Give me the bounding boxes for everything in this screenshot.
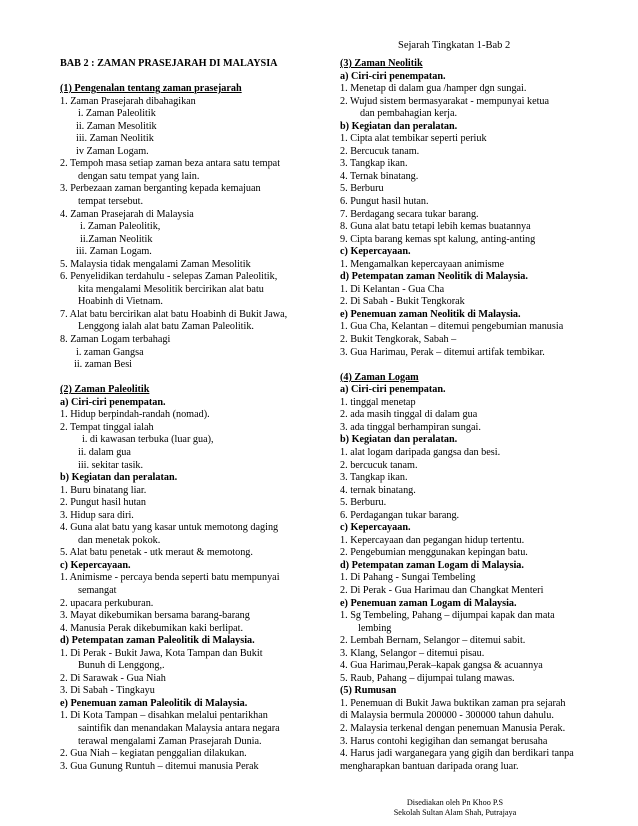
list-item: 8. Guna alat batu tetapi lebih kemas buatannya bbox=[340, 221, 531, 233]
section-heading: c) Kepercayaan. bbox=[340, 246, 411, 258]
list-item: iii. Zaman Logam. bbox=[76, 246, 152, 258]
list-item: kita mengalami Mesolitik bercirikan alat batu bbox=[78, 283, 264, 295]
section-heading: BAB 2 : ZAMAN PRASEJARAH DI MALAYSIA bbox=[60, 58, 278, 69]
list-item: 2. Tempat tinggal ialah bbox=[60, 421, 154, 433]
list-item: 2. Tempoh masa setiap zaman beza antara satu tempat bbox=[60, 158, 281, 170]
list-item: 5. Berburu bbox=[340, 183, 384, 195]
list-item: iv Zaman Logam. bbox=[76, 145, 149, 157]
list-item: 7. Berdagang secara tukar barang. bbox=[340, 208, 479, 220]
list-item: Hoabinh di Vietnam. bbox=[78, 296, 163, 308]
section-heading: e) Penemuan zaman Neolitik di Malaysia. bbox=[340, 308, 521, 320]
list-item: 2. bercucuk tanam. bbox=[340, 459, 418, 471]
list-item: 3. Harus contohi kegigihan dan semangat berusaha bbox=[340, 735, 548, 747]
list-item: Lenggong ialah alat batu Zaman Paleolitik. bbox=[78, 321, 254, 333]
footer-school: Sekolah Sultan Alam Shah, Putrajaya bbox=[393, 808, 517, 817]
list-item: 3. Tangkap ikan. bbox=[340, 158, 408, 170]
list-item: 2. Di Perak - Gua Harimau dan Changkat Menteri bbox=[340, 584, 544, 596]
list-item: 1. Zaman Prasejarah dibahagikan bbox=[60, 95, 196, 107]
list-item: 2. Malaysia terkenal dengan penemuan Manusia Perak. bbox=[340, 722, 566, 734]
list-item: saintifik dan menandakan Malaysia antara negara bbox=[78, 722, 280, 734]
list-item: 1. Penemuan di Bukit Jawa buktikan zaman pra sejarah bbox=[340, 697, 566, 709]
list-item: 1. tinggal menetap bbox=[340, 396, 416, 408]
list-item: tempat tersebut. bbox=[78, 196, 144, 208]
list-item: i. Zaman Paleolitik bbox=[78, 108, 156, 120]
list-item: 1. Di Kelantan - Gua Cha bbox=[340, 283, 445, 295]
list-item: 8. Zaman Logam terbahagi bbox=[60, 334, 171, 346]
list-item: 5. Raub, Pahang – dijumpai tulang mawas. bbox=[340, 672, 515, 684]
list-item: 1. Animisme - percaya benda seperti batu mempunyai bbox=[60, 572, 280, 584]
footer bbox=[330, 798, 580, 818]
spacer bbox=[60, 71, 308, 84]
spacer bbox=[340, 359, 576, 372]
list-item: 2. Pungut hasil hutan bbox=[60, 497, 147, 509]
list-item: 1. Hidup berpindah-randah (nomad). bbox=[60, 409, 210, 421]
page-header: Sejarah Tingkatan 1-Bab 2 bbox=[398, 40, 511, 51]
list-item: 1. Menetap di dalam gua /hamper dgn sungai. bbox=[340, 83, 527, 95]
list-item: 1. Sg Tembeling, Pahang – dijumpai kapak dan mata bbox=[340, 610, 555, 622]
list-item: 6. Penyelidikan terdahulu - selepas Zaman Paleolitik, bbox=[60, 271, 278, 283]
list-item: dengan satu tempat yang lain. bbox=[78, 170, 200, 182]
list-item: 2. Bercucuk tanam. bbox=[340, 145, 420, 157]
section-heading: e) Penemuan zaman Logam di Malaysia. bbox=[340, 597, 517, 609]
list-item: 2. Bukit Tengkorak, Sabah – bbox=[340, 334, 457, 346]
list-item: 3. Gua Gunung Runtuh – ditemui manusia Perak bbox=[60, 760, 259, 772]
list-item: 6. Perdagangan tukar barang. bbox=[340, 509, 460, 521]
list-item: 4. Gua Harimau,Perak–kapak gangsa & acuannya bbox=[340, 660, 543, 672]
list-item: i. zaman Gangsa bbox=[76, 346, 144, 358]
list-item: 2. Di Sabah - Bukit Tengkorak bbox=[340, 296, 465, 308]
list-item: 1. Di Pahang - Sungai Tembeling bbox=[340, 572, 476, 584]
list-item: 2. ada masih tinggal di dalam gua bbox=[340, 409, 478, 421]
spacer bbox=[60, 372, 308, 385]
section-heading: (2) Zaman Paleolitik bbox=[60, 384, 150, 396]
list-item: iii. sekitar tasik. bbox=[78, 459, 144, 471]
list-item: 4. Manusia Perak dikebumikan kaki berlipat. bbox=[60, 622, 244, 634]
list-item: 4. Zaman Prasejarah di Malaysia bbox=[60, 208, 194, 220]
list-item: 2. Gua Niah – kegiatan penggalian dilakukan. bbox=[60, 748, 247, 760]
section-heading: (3) Zaman Neolitik bbox=[340, 58, 423, 69]
list-item: 3. Klang, Selangor – ditemui pisau. bbox=[340, 647, 485, 659]
list-item: i. di kawasan terbuka (luar gua), bbox=[82, 434, 214, 446]
list-item: 1. Mengamalkan kepercayaan animisme bbox=[340, 258, 505, 270]
list-item: 4. Ternak binatang. bbox=[340, 170, 419, 182]
list-item: 5. Berburu. bbox=[340, 497, 387, 509]
list-item: 4. Harus jadi warganegara yang gigih dan berdikari tanpa bbox=[340, 748, 574, 760]
section-heading: (4) Zaman Logam bbox=[340, 371, 419, 383]
section-heading: (5) Rumusan bbox=[340, 685, 397, 697]
list-item: 3. Gua Harimau, Perak – ditemui artifak tembikar. bbox=[340, 346, 545, 358]
list-item: 4. ternak binatang. bbox=[340, 484, 416, 496]
list-item: 1. Cipta alat tembikar seperti periuk bbox=[340, 133, 487, 145]
list-item: 2. upacara perkuburan. bbox=[60, 597, 154, 609]
section-heading: a) Ciri-ciri penempatan. bbox=[340, 384, 446, 396]
section-heading: a) Ciri-ciri penempatan. bbox=[340, 70, 446, 82]
list-item: 3. Mayat dikebumikan bersama barang-barang bbox=[60, 610, 250, 622]
list-item: 3. Tangkap ikan. bbox=[340, 472, 408, 484]
section-heading: d) Petempatan zaman Neolitik di Malaysia. bbox=[340, 271, 528, 283]
list-item: 1. Di Kota Tampan – disahkan melalui pentarikhan bbox=[60, 710, 268, 722]
section-heading: c) Kepercayaan. bbox=[340, 522, 411, 534]
list-item: 6. Pungut hasil hutan. bbox=[340, 196, 429, 208]
list-item: 1. Kepercayaan dan pegangan hidup tertentu. bbox=[340, 534, 525, 546]
list-item: 9. Cipta barang kemas spt kalung, anting-anting bbox=[340, 233, 536, 245]
section-heading: b) Kegiatan dan peralatan. bbox=[340, 120, 458, 132]
list-item: di Malaysia bermula 200000 - 300000 tahun dahulu. bbox=[340, 710, 554, 722]
list-item: 2. Di Sarawak - Gua Niah bbox=[60, 672, 166, 684]
list-item: dan menetak pokok. bbox=[78, 534, 161, 546]
list-item: 7. Alat batu bercirikan alat batu Hoabinh di Bukit Jawa, bbox=[60, 308, 288, 320]
section-heading: d) Petempatan zaman Logam di Malaysia. bbox=[340, 559, 524, 571]
list-item: ii. dalam gua bbox=[78, 446, 131, 458]
list-item: 1. alat logam daripada gangsa dan besi. bbox=[340, 446, 501, 458]
list-item: 5. Alat batu penetak - utk meraut & memotong. bbox=[60, 547, 253, 559]
section-heading: b) Kegiatan dan peralatan. bbox=[60, 472, 178, 484]
list-item: 1. Gua Cha, Kelantan – ditemui pengebumian manusia bbox=[340, 321, 564, 333]
list-item: iii. Zaman Neolitik bbox=[76, 133, 154, 145]
list-item: ii. Zaman Mesolitik bbox=[76, 120, 157, 132]
list-item: 2. Lembah Bernam, Selangor – ditemui sabit. bbox=[340, 635, 526, 647]
section-heading: c) Kepercayaan. bbox=[60, 559, 131, 571]
list-item: 3. Perbezaan zaman berganting kepada kemajuan bbox=[60, 183, 261, 195]
footer-author: Disediakan oleh Pn Khoo P.S bbox=[406, 798, 504, 807]
list-item: 3. ada tinggal berhampiran sungai. bbox=[340, 421, 481, 433]
section-heading: (1) Pengenalan tentang zaman prasejarah bbox=[60, 83, 242, 95]
list-item: terawal mengalami Zaman Prasejarah Dunia. bbox=[78, 735, 262, 747]
section-heading: e) Penemuan zaman Paleolitik di Malaysia. bbox=[60, 697, 248, 709]
list-item: 2. Pengebumian menggunakan kepingan batu. bbox=[340, 547, 528, 559]
list-item: 4. Guna alat batu yang kasar untuk memotong daging bbox=[60, 522, 279, 534]
list-item: Bunuh di Lenggong,. bbox=[78, 660, 165, 672]
list-item: 5. Malaysia tidak mengalami Zaman Mesolitik bbox=[60, 258, 251, 270]
list-item: 3. Di Sabah - Tingkayu bbox=[60, 685, 155, 697]
left-column bbox=[60, 58, 308, 773]
list-item: 3. Hidup sara diri. bbox=[60, 509, 134, 521]
list-item: semangat bbox=[78, 584, 117, 596]
list-item: 2. Wujud sistem bermasyarakat - mempunyai ketua bbox=[340, 95, 550, 107]
right-column bbox=[340, 58, 576, 773]
list-item: 1. Di Perak - Bukit Jawa, Kota Tampan dan Bukit bbox=[60, 647, 263, 659]
section-heading: b) Kegiatan dan peralatan. bbox=[340, 434, 458, 446]
section-heading: d) Petempatan zaman Paleolitik di Malaysia. bbox=[60, 635, 255, 647]
list-item: lembing bbox=[358, 622, 392, 634]
list-item: 1. Buru binatang liar. bbox=[60, 484, 147, 496]
list-item: ii. zaman Besi bbox=[74, 359, 132, 371]
list-item: mengharapkan bantuan daripada orang luar. bbox=[340, 760, 519, 772]
list-item: i. Zaman Paleolitik, bbox=[80, 221, 161, 233]
list-item: ii.Zaman Neolitik bbox=[80, 233, 153, 245]
section-heading: a) Ciri-ciri penempatan. bbox=[60, 396, 166, 408]
list-item: dan pembahagian kerja. bbox=[360, 108, 458, 120]
